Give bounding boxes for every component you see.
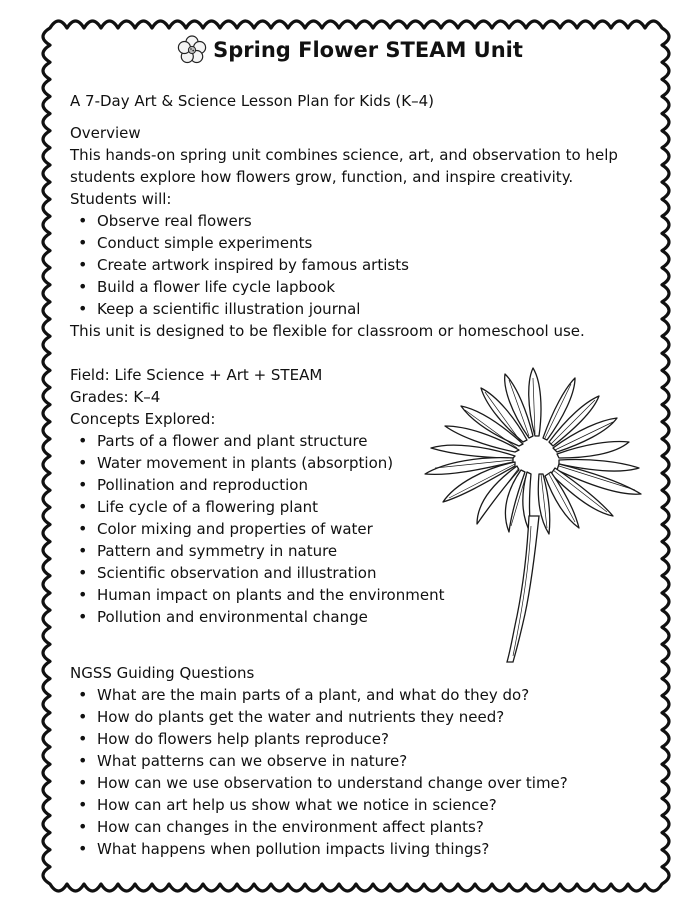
list-item: • How can we use observation to understand change over time? [70, 772, 630, 794]
list-item: • How do flowers help plants reproduce? [70, 728, 630, 750]
title-row [70, 30, 630, 70]
list-item: • Build a flower life cycle lapbook [70, 276, 630, 298]
overview-section [70, 122, 630, 342]
students-will-label: Students will: [70, 190, 172, 208]
list-item: • Water movement in plants (absorption) [70, 452, 470, 474]
list-item: • What are the main parts of a plant, and what do they do? [70, 684, 630, 706]
overview-closing: This unit is designed to be flexible for classroom or homeschool use. [70, 322, 585, 340]
ngss-questions-list [70, 684, 630, 860]
list-item: • Pollution and environmental change [70, 606, 470, 628]
daisy-illustration [415, 366, 655, 666]
list-item: • Keep a scientific illustration journal [70, 298, 630, 320]
overview-heading: Overview [70, 124, 141, 142]
overview-paragraph: This hands-on spring unit combines science, art, and observation to help students explore how flowers grow, function, and inspire creativity. [70, 146, 618, 186]
flower-icon [177, 35, 207, 65]
list-item: • How can changes in the environment affect plants? [70, 816, 630, 838]
details-section [70, 364, 470, 628]
students-will-list [70, 210, 630, 320]
list-item: • What patterns can we observe in nature? [70, 750, 630, 772]
list-item: • Scientific observation and illustration [70, 562, 470, 584]
list-item: • Pattern and symmetry in nature [70, 540, 470, 562]
page-title: Spring Flower STEAM Unit [213, 38, 523, 62]
list-item: • How do plants get the water and nutrients they need? [70, 706, 630, 728]
concepts-heading: Concepts Explored: [70, 410, 216, 428]
subtitle: A 7-Day Art & Science Lesson Plan for Kids (K–4) [70, 92, 434, 110]
list-item: • Human impact on plants and the environment [70, 584, 470, 606]
list-item: • Parts of a flower and plant structure [70, 430, 470, 452]
ngss-section [70, 662, 630, 860]
list-item: • Create artwork inspired by famous artists [70, 254, 630, 276]
ngss-heading: NGSS Guiding Questions [70, 664, 255, 682]
list-item: • Life cycle of a flowering plant [70, 496, 470, 518]
grades-line: Grades: K–4 [70, 388, 161, 406]
list-item: • Observe real flowers [70, 210, 630, 232]
list-item: • What happens when pollution impacts living things? [70, 838, 630, 860]
list-item: • Pollination and reproduction [70, 474, 470, 496]
field-line: Field: Life Science + Art + STEAM [70, 366, 323, 384]
list-item: • Conduct simple experiments [70, 232, 630, 254]
concepts-list [70, 430, 470, 628]
list-item: • How can art help us show what we notice in science? [70, 794, 630, 816]
list-item: • Color mixing and properties of water [70, 518, 470, 540]
